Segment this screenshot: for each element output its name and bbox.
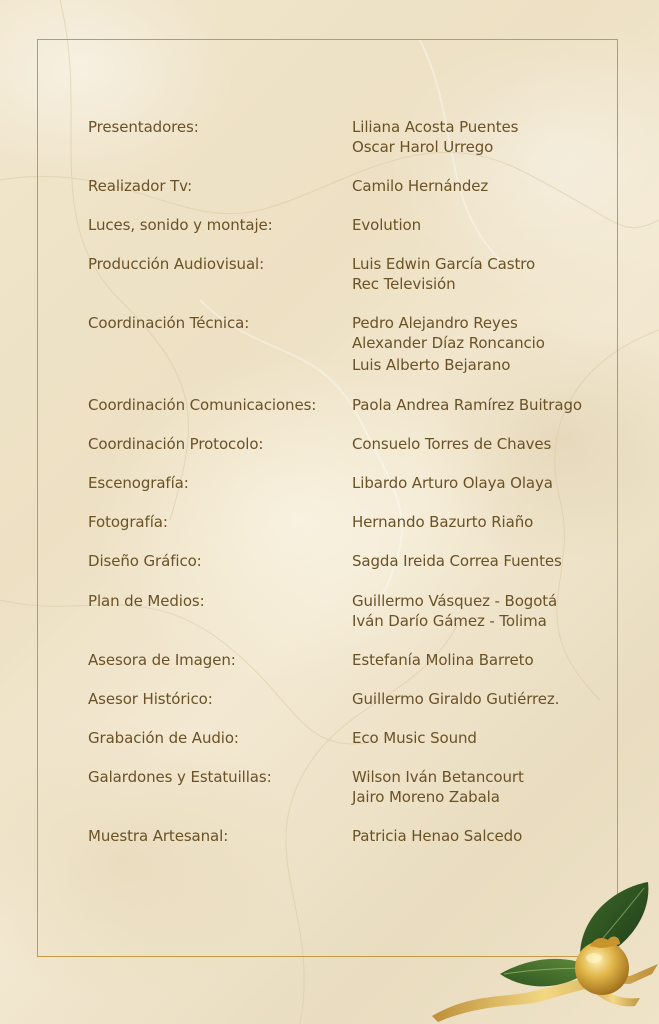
credit-name: Sagda Ireida Correa Fuentes <box>352 552 562 570</box>
credit-names <box>352 767 612 807</box>
credit-role: Asesora de Imagen: <box>88 651 236 669</box>
credit-role: Escenografía: <box>88 474 189 492</box>
credit-names <box>352 117 612 157</box>
credit-names <box>352 728 612 748</box>
credit-name: Patricia Henao Salcedo <box>352 827 523 845</box>
credit-name: Luis Alberto Bejarano <box>352 356 511 374</box>
credit-role: Coordinación Comunicaciones: <box>88 396 317 414</box>
credit-role: Plan de Medios: <box>88 592 205 610</box>
credit-names <box>352 551 612 571</box>
credit-name: Jairo Moreno Zabala <box>352 788 500 806</box>
credit-role: Asesor Histórico: <box>88 690 213 708</box>
credit-role: Presentadores: <box>88 118 199 136</box>
credit-name: Guillermo Vásquez - Bogotá <box>352 592 558 610</box>
credit-names <box>352 512 612 532</box>
credit-name: Luis Edwin García Castro <box>352 255 536 273</box>
credit-role: Diseño Gráfico: <box>88 552 202 570</box>
credit-name: Alexander Díaz Roncancio <box>352 334 545 352</box>
credit-name: Wilson Iván Betancourt <box>352 768 524 786</box>
gold-fruit-with-leaves-and-ribbon-icon <box>430 876 659 1024</box>
credit-names <box>352 473 612 493</box>
credit-role: Grabación de Audio: <box>88 729 239 747</box>
credit-name: Paola Andrea Ramírez Buitrago <box>352 396 582 414</box>
credit-names <box>352 176 612 196</box>
credit-role: Galardones y Estatuillas: <box>88 768 272 786</box>
credit-names <box>352 650 612 670</box>
credit-names <box>352 689 612 709</box>
credit-role: Coordinación Técnica: <box>88 314 250 332</box>
credit-name: Liliana Acosta Puentes <box>352 118 519 136</box>
credit-name: Camilo Hernández <box>352 177 489 195</box>
credit-names <box>352 434 612 454</box>
credit-role: Fotografía: <box>88 513 168 531</box>
credit-name: Iván Darío Gámez - Tolima <box>352 612 547 630</box>
credit-names <box>352 395 612 415</box>
credit-name: Eco Music Sound <box>352 729 477 747</box>
credit-names <box>352 591 612 631</box>
credit-role: Luces, sonido y montaje: <box>88 216 273 234</box>
credit-names <box>352 254 612 294</box>
credit-name: Hernando Bazurto Riaño <box>352 513 534 531</box>
credit-name: Libardo Arturo Olaya Olaya <box>352 474 553 492</box>
credit-names <box>352 313 612 375</box>
credit-role: Muestra Artesanal: <box>88 827 229 845</box>
credit-name: Consuelo Torres de Chaves <box>352 435 552 453</box>
credit-name: Guillermo Giraldo Gutiérrez. <box>352 690 560 708</box>
credit-name: Rec Televisión <box>352 275 456 293</box>
credit-names <box>352 215 612 235</box>
credit-role: Producción Audiovisual: <box>88 255 265 273</box>
credit-role: Coordinación Protocolo: <box>88 435 264 453</box>
credit-name: Estefanía Molina Barreto <box>352 651 534 669</box>
credit-name: Oscar Harol Urrego <box>352 138 494 156</box>
credit-name: Evolution <box>352 216 422 234</box>
credit-names <box>352 826 612 846</box>
credit-role: Realizador Tv: <box>88 177 193 195</box>
credit-name: Pedro Alejandro Reyes <box>352 314 518 332</box>
